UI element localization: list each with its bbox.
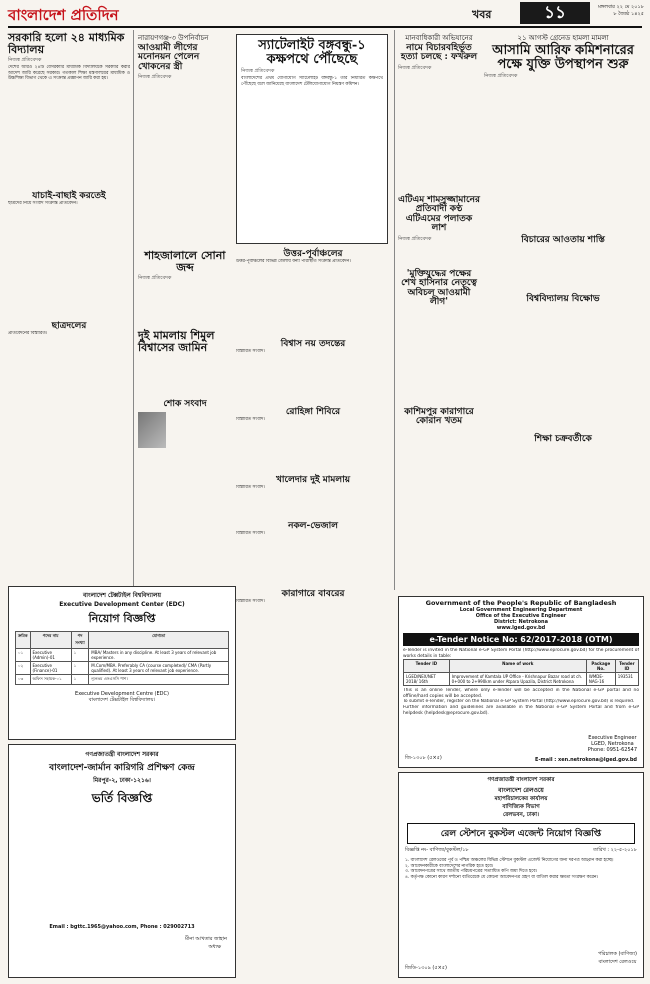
article-mukti	[398, 270, 480, 398]
ad-ref: বিজ্ঞপ্তি নং- বাণিজ্য/বুকস্টল/১৮	[405, 847, 469, 853]
date-line: মঙ্গলবার ২২ মে ২০১৮ ৮ জ্যৈষ্ঠ ১৪২৫	[598, 4, 644, 17]
table-header: যোগ্যতা	[89, 632, 229, 649]
table-cell: ন্যূনতম এসএসসি পাশ।	[89, 675, 229, 685]
tender-banner: e-Tender Notice No: 62/2017-2018 (OTM)	[403, 633, 639, 646]
article-headline-3: শিক্ষা চক্রবর্তীকে	[534, 433, 592, 444]
ad-address: রেলভবন, ঢাকা।	[503, 812, 539, 818]
article-kicker: নারায়ণগঞ্জ-৩ উপনির্বাচন	[138, 34, 209, 42]
ad-signer-title: অধ্যক্ষ	[208, 944, 221, 950]
ad-german-training	[8, 744, 236, 978]
ad-signer: মীনা আখতার জাহান	[185, 936, 227, 942]
table-cell: ০৩	[16, 675, 31, 685]
table-cell: Executive (Finance)-01	[30, 662, 71, 675]
table-cell: WMDE-NAG-16	[586, 673, 615, 686]
ad-gd: জি-১৩০৮ (৫×৫)	[405, 755, 442, 761]
article-headline: বিচারের আওতায় শাস্তি	[521, 235, 605, 245]
article-students	[8, 322, 130, 591]
article-headline-2: বিশ্ববিদ্যালয় বিক্ষোভ	[526, 294, 600, 305]
ad-district: District: Netrokona	[494, 619, 548, 625]
article-naval	[236, 522, 390, 581]
signer-org: বাংলাদেশ রেলওয়ে	[598, 959, 637, 965]
ad-office: Office of the Executive Engineer	[475, 613, 567, 619]
table-cell: ১	[71, 675, 89, 685]
ad-center: Executive Development Center (EDC)	[59, 601, 185, 608]
table-header: Tender ID	[404, 660, 450, 673]
ad-web: www.lged.gov.bd	[496, 625, 546, 631]
tender-note-3: Further information and guidelines are available in the National e-GP System Portal and from e-GP helpdesk (helpdesk@eprocure.gov.bd).	[403, 704, 639, 716]
ad-footer-center: Executive Development Centre (EDC)	[75, 691, 169, 697]
article-body: প্রতিবেদনের বিস্তারিত।	[8, 331, 48, 337]
section-name: খবর	[472, 8, 492, 21]
table-cell: ০২	[16, 662, 31, 675]
table-cell: ১	[71, 662, 89, 675]
table-cell: ০১	[16, 649, 31, 662]
list-item: ১. বাংলাদেশ রেলওয়ের পূর্ব ও পশ্চিম অঞ্চলের বিভিন্ন স্টেশনে বুকস্টল এজেন্ট নিয়োগের জন্য দরপত্র আহ্বান করা হচ্ছে।	[405, 858, 614, 863]
article-headline: নকল-ভেজাল	[288, 521, 338, 531]
article-campus	[8, 192, 130, 321]
article-headline: আওয়ামী লীগের মনোনয়ন পেলেন খোকনের স্ত্রী	[138, 43, 200, 72]
table-cell: ১	[71, 649, 89, 662]
article-body: বাংলাদেশের প্রথম যোগাযোগ স্যাটেলাইট বঙ্গবন্ধু-১ তার নির্ধারিত কক্ষপথে পৌঁছেছে বলে জানিয়েছে বাংলাদেশ টেলিযোগাযোগ নিয়ন্ত্রণ কমিশন।	[241, 76, 383, 87]
article-byline: নিজস্ব প্রতিবেদক	[398, 64, 432, 71]
table-header: Package No.	[586, 660, 615, 673]
portrait-photo	[138, 412, 166, 448]
signer: Executive Engineer	[588, 735, 637, 741]
article-prisoner	[398, 196, 480, 244]
article-headline: রোহিঙ্গা শিবিরে	[285, 407, 341, 417]
ad-headline: নিয়োগ বিজ্ঞপ্তি	[88, 612, 156, 625]
article-body: বিস্তারিত সংবাদ।	[236, 531, 265, 537]
tender-table	[403, 659, 639, 686]
article-mobile-court	[398, 32, 480, 193]
ad-title: বাংলাদেশ-জার্মান কারিগরি প্রশিক্ষণ কেন্দ্র	[49, 763, 195, 773]
masthead-rule	[8, 26, 642, 28]
article-arif-commission	[484, 32, 642, 211]
article-court	[236, 590, 390, 969]
list-item: ৪. কর্তৃপক্ষ কোনো কারণ দর্শানো ব্যতিরেকে যে কোনো আবেদনপত্র গ্রহণ বা বাতিল করার ক্ষমতা সংরক্ষণ করেন।	[405, 874, 599, 880]
article-two-cases	[138, 330, 232, 403]
article-body: বিস্তারিত সংবাদ।	[236, 417, 265, 423]
article-narayanganj	[138, 32, 232, 282]
table-header: ক্রমিক	[16, 632, 31, 649]
article-body: উত্তর-পূর্বাঞ্চলের বিভিন্ন জেলায় বন্যা পরিস্থিতি সংক্রান্ত প্রতিবেদন।	[236, 259, 351, 265]
ad-railway	[398, 772, 644, 978]
article-headline: কারাগারে বাবরের	[281, 589, 345, 599]
article-body: বিস্তারিত সংবাদ।	[236, 599, 265, 605]
article-condolence	[138, 400, 232, 448]
article-headline: এটিএম শামসুজ্জামানের প্রতিবাদী কণ্ঠ	[398, 195, 480, 215]
article-kicker: ২১ আগস্ট গ্রেনেড হামলা মামলা	[517, 34, 609, 42]
ad-division: বাণিজ্যিক বিভাগ	[502, 804, 540, 810]
ad-email: Email : bgttc.1965@yahoo.com, Phone : 029002713	[49, 924, 195, 930]
table-row	[16, 649, 229, 662]
article-north-south	[236, 250, 390, 339]
ad-signer-block	[598, 951, 637, 967]
ad-address: মিরপুর-২, ঢাকা-১২১৬।	[93, 777, 151, 784]
table-cell: Executive (Admin)-01	[30, 649, 71, 662]
ad-email: E-mail : xen.netrokona@lged.gov.bd	[535, 757, 637, 763]
article-bail	[484, 236, 642, 534]
tender-note-1: This is an online Tender, where only e-Tender will be accepted in the National e-GP portal and no offline/hard copies will be accepted.	[403, 688, 639, 699]
article-body: বিস্তারিত সংবাদ।	[236, 349, 265, 355]
article-cases	[236, 476, 390, 525]
table-cell: 193531	[615, 673, 638, 686]
article-byline: নিজস্ব প্রতিবেদক	[398, 235, 432, 242]
newspaper-brand: বাংলাদেশ প্রতিদিন	[8, 6, 119, 24]
ad-dept: Local Government Engineering Department	[459, 607, 583, 613]
article-body-filler	[138, 353, 232, 403]
article-headline: খালেদার দুই মামলায়	[275, 475, 351, 485]
article-byline: নিজস্ব প্রতিবেদক	[138, 74, 172, 81]
ad-lged	[398, 596, 644, 768]
article-headline: বিশ্বাস নয় তদন্তের	[280, 339, 346, 349]
signer-office: LGED, Netrokona	[591, 741, 634, 747]
table-cell: M.Com/MBA. Preferably CA (course completed)/ CMA (Partly qualified). At least 3 years of relevant job experience.	[89, 662, 229, 675]
article-headline: কাশিমপুর কারাগারে কোরান খতম	[404, 407, 474, 427]
article-byline: নিজস্ব প্রতিবেদক	[8, 57, 42, 64]
ad-org: বাংলাদেশ টেক্সটাইল বিশ্ববিদ্যালয়	[82, 592, 162, 599]
article-headline: নামে বিচারবহির্ভূত হত্যা চলছে : ফখরুল	[400, 43, 478, 63]
ad-items	[405, 858, 637, 880]
article-rohingya	[236, 408, 390, 477]
table-header: Tender ID	[615, 660, 638, 673]
article-bangabandhu-satellite	[236, 34, 388, 244]
column-divider	[133, 30, 134, 590]
table-header: পদের নাম	[30, 632, 71, 649]
article-headline: স্যাটেলাইট বঙ্গবন্ধু-১ কক্ষপথে পৌঁছেছে	[258, 38, 366, 67]
ad-gd: জিডি-১৩০৯ (৫×৫)	[405, 965, 447, 971]
article-headline: আসামি আরিফ কমিশনারের পক্ষে যুক্তি উপস্থাপন শুরু	[492, 43, 634, 72]
table-cell: MBA/ Masters in any discipline. At least 3 years of relevant job experience.	[89, 649, 229, 662]
article-body-filler	[484, 305, 642, 435]
table-cell: অফিস সহায়ক-০১	[30, 675, 71, 685]
article-headline-2: এটিএমের পলাতক লাশ	[405, 213, 473, 234]
ad-date: তারিখ : ২২-৫-২০১৮	[593, 847, 637, 853]
ad-edc	[8, 586, 236, 740]
tender-body: e-Tender is invited in the National e-GP System Portal (http://www.eprocure.gov.bd) for the procurement of works details in table:	[403, 648, 639, 659]
list-item: ২. আবেদনকারীকে বাংলাদেশের নাগরিক হতে হবে।	[405, 863, 494, 869]
article-byline: নিজস্ব প্রতিবেদক	[138, 275, 172, 282]
ad-gov: গণপ্রজাতন্ত্রী বাংলাদেশ সরকার	[85, 751, 159, 758]
table-header: পদ সংখ্যা	[71, 632, 89, 649]
article-byline: নিজস্ব প্রতিবেদক	[484, 73, 518, 80]
article-headline: 'মুক্তিযুদ্ধের পক্ষের শেখ হাসিনার নেতৃত্বে অবিচল আওয়ামী লীগ'	[401, 269, 477, 308]
table-row	[16, 662, 229, 675]
ad-headline: রেল স্টেশনে বুকস্টল এজেন্ট নিয়োগ বিজ্ঞপ্তি	[407, 823, 635, 844]
signer: পরিচালক (বাণিজ্য)	[597, 951, 637, 957]
table-row	[404, 673, 639, 686]
article-kashimpur	[398, 408, 480, 527]
article-headline: শোক সংবাদ	[163, 399, 207, 409]
table-header: Name of work	[449, 660, 586, 673]
tender-signature	[588, 735, 637, 753]
article-body-filler	[398, 73, 480, 193]
ad-gov: Government of the People's Republic of Bangladesh	[425, 599, 617, 607]
article-lightning	[236, 340, 390, 409]
ad-notice: ভর্তি বিজ্ঞপ্তি	[91, 791, 153, 805]
table-row	[16, 675, 229, 685]
article-headline: শাহজালালে সোনা জব্দ	[144, 249, 226, 274]
list-item: ৩. আবেদনপত্রের সাথে জাতীয় পরিচয়পত্রের সত্যায়িত কপি জমা দিতে হবে।	[405, 869, 538, 875]
article-headline: উত্তর-পূর্বাঞ্চলের	[283, 249, 343, 259]
table-cell: Improvement of Kamtala UP Office - Krishnapur Bazar road at ch. 0+000 to 2+990km under Atpara Upazila, District Netrokona	[449, 673, 586, 686]
article-headline: যাচাই-বাছাই করতেই	[32, 191, 106, 201]
tender-note-2: To submit e-Tender, register on the National e-GP System Portal (http://www.eprocure.gov.bd) is required.	[403, 699, 635, 705]
ad-body-filler	[15, 814, 229, 924]
article-headline: ছাত্রদলের	[51, 321, 87, 331]
article-headline: সরকারি হলো ২৪ মাধ্যমিক বিদ্যালয়	[8, 31, 125, 56]
article-body-filler	[398, 427, 480, 527]
article-body-filler	[398, 308, 480, 398]
ad-gov: গণপ্রজাতন্ত্রী বাংলাদেশ সরকার	[487, 777, 555, 783]
page-number: ১১	[520, 2, 590, 24]
article-body-filler	[484, 444, 642, 534]
article-school-nationalized	[8, 32, 130, 205]
article-headline: দুই মামলায় শিমুল বিশ্বাসের জামিন	[138, 329, 215, 354]
ad-dept: বাংলাদেশ রেলওয়ে	[498, 787, 544, 794]
column-divider	[394, 30, 395, 590]
article-body: দেশের আরও ২৪টি বেসরকারি মাধ্যমিক বিদ্যালয়কে সরকারি করার আদেশ জারি করেছে সরকার। গতকাল শিক্ষা মন্ত্রণালয়ের মাধ্যমিক ও উচ্চশিক্ষা বিভাগ থেকে এ সংক্রান্ত প্রজ্ঞাপন জারি করা হয়।	[8, 65, 130, 82]
ad-office: মহাপরিচালকের কার্যালয়	[494, 796, 548, 802]
signer-phone: Phone: 0951-62547	[587, 747, 637, 753]
article-body: ছাত্রদের নিয়ে সংবাদ সংক্রান্ত প্রতিবেদন।	[8, 201, 78, 207]
article-kicker: মানবাধিকারী অভিযানের	[405, 34, 473, 42]
article-body-filler	[484, 81, 642, 211]
ad-ref-row	[405, 847, 637, 855]
table-cell: LGED/NEX/NET 2018/ 16th	[404, 673, 450, 686]
article-byline: নিজস্ব প্রতিবেদক	[241, 68, 275, 75]
ad-table	[15, 631, 229, 685]
ad-footer-org: বাংলাদেশ টেক্সটাইল বিশ্ববিদ্যালয়।	[88, 697, 156, 703]
article-body-filler	[484, 245, 642, 295]
article-body: বিস্তারিত সংবাদ।	[236, 485, 265, 491]
